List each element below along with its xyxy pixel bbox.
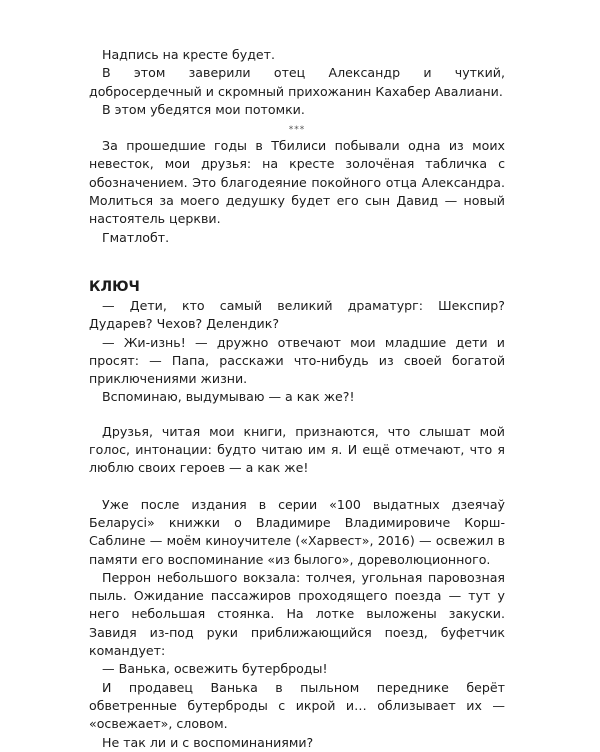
paragraph: Не так ли и с воспоминаниями?: [102, 734, 314, 750]
paragraph: — Дети, кто самый великий драматург: Шекспир? Дударев? Чехов? Делендик?: [89, 297, 505, 332]
chapter-heading: КЛЮЧ: [89, 278, 140, 295]
paragraph: За прошедшие годы в Тбилиси побывали одна из моих невесток, мои друзья: на кресте золочёная табличка с обозначением. Это благодеяние покойного отца Александра. Молиться за моего дедушку будет его сын Давид — новый настоятель церкви.: [89, 138, 505, 227]
paragraph: И продавец Ванька в пыльном переднике берёт обветренные бутерброды с икрой и… облизывает их — «освежает», словом.: [89, 679, 505, 732]
paragraph: — Жи-изнь! — дружно отвечают мои младшие дети и просят: — Папа, расскажи что-нибудь из своей богатой приключениями жизни.: [89, 334, 505, 387]
paragraph: Уже после издания в серии «100 выдатных дзеячаў Беларусі» книжки о Владимире Владимировиче Корш-Саблине — моём киноучителе («Харвест», 2016) — освежил в памяти его воспоминание «из былого», дореволюционного.: [89, 496, 505, 567]
paragraph: Гматлобт.: [102, 229, 170, 245]
paragraph: Надпись на кресте будет.: [102, 47, 275, 62]
paragraph: Вспоминаю, выдумываю — а как же?!: [102, 389, 355, 405]
paragraph: В этом убедятся мои потомки.: [102, 101, 305, 117]
book-page: [89, 46, 505, 752]
paragraph: Перрон небольшого вокзала: толчея, угольная паровозная пыль. Ожидание пассажиров проходящего поезда — тут у него небольшая стоянка. На лотке выложены закуски. Завидя из-под руки приближающийся поезд, буфетчик командует:: [89, 569, 505, 659]
paragraph: В этом заверили отец Александр и чуткий, добросердечный и скромный прихожанин Кахабер Авалиани.: [89, 65, 505, 99]
section-separator: ***: [288, 125, 306, 136]
paragraph: Друзья, читая мои книги, признаются, что слышат мой голос, интонации: будто читаю им я. И ещё отмечают, что я люблю своих героев — а как же!: [89, 423, 505, 476]
paragraph: — Ванька, освежить бутерброды!: [102, 661, 328, 677]
